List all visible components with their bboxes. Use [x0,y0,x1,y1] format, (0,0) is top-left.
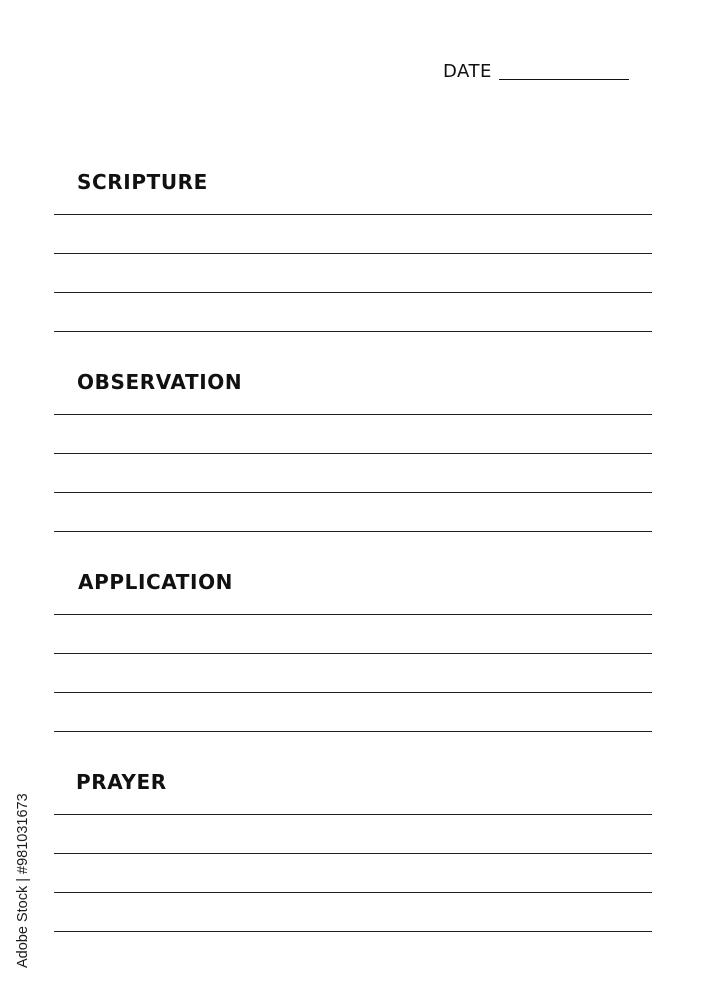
watermark-text: Adobe Stock | #981031673 [15,793,31,968]
writing-line[interactable] [54,453,652,454]
writing-line[interactable] [54,731,652,732]
watermark-graphic [10,770,34,970]
section-heading-observation: OBSERVATION [77,370,243,394]
writing-line[interactable] [54,614,652,615]
stock-watermark [10,770,34,970]
writing-line[interactable] [54,692,652,693]
section-heading-application: APPLICATION [78,570,234,594]
writing-line[interactable] [54,814,652,815]
date-blank-line[interactable] [499,79,629,80]
date-label: DATE [443,61,492,82]
section-heading-scripture: SCRIPTURE [77,170,208,194]
date-field [443,60,629,84]
writing-line[interactable] [54,531,652,532]
writing-line[interactable] [54,892,652,893]
writing-line[interactable] [54,214,652,215]
writing-line[interactable] [54,253,652,254]
writing-line[interactable] [54,331,652,332]
writing-line[interactable] [54,414,652,415]
writing-line[interactable] [54,653,652,654]
writing-line[interactable] [54,931,652,932]
section-heading-prayer: PRAYER [76,770,167,794]
writing-line[interactable] [54,292,652,293]
writing-line[interactable] [54,492,652,493]
writing-line[interactable] [54,853,652,854]
